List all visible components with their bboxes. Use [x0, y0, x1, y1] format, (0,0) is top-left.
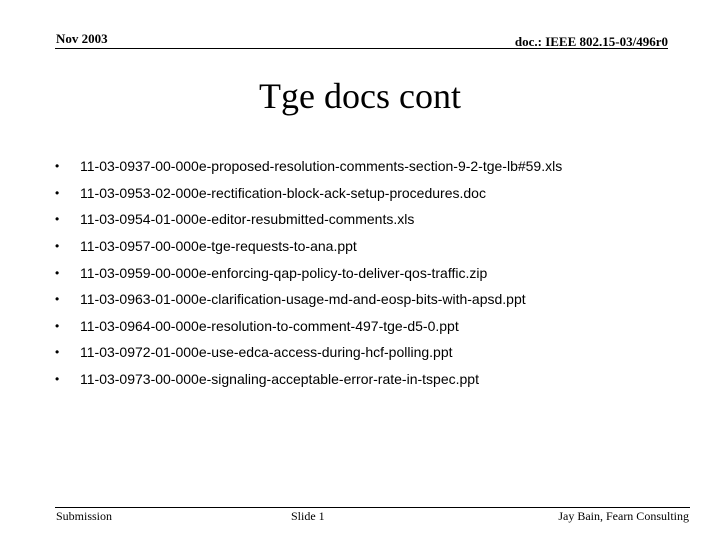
list-item [55, 259, 562, 286]
list-item-text: 11-03-0963-01-000e-clarification-usage-md-and-eosp-bits-with-apsd.ppt [80, 291, 526, 308]
list-item [55, 286, 562, 313]
list-item [55, 366, 562, 393]
bullet-icon: • [55, 239, 60, 254]
list-item [55, 153, 562, 180]
bullet-icon: • [55, 185, 60, 200]
header-divider [55, 48, 668, 49]
bullet-icon: • [55, 292, 60, 307]
bullet-icon: • [55, 345, 60, 360]
footer-divider [55, 507, 690, 508]
list-item-text: 11-03-0957-00-000e-tge-requests-to-ana.ppt [80, 238, 357, 255]
footer-submission: Submission [56, 509, 113, 523]
footer-slide-number: Slide 1 [291, 509, 325, 523]
list-item-text: 11-03-0973-00-000e-signaling-acceptable-error-rate-in-tspec.ppt [80, 371, 479, 388]
list-item [55, 313, 562, 340]
slide-title: Tge docs cont [259, 76, 461, 116]
bullet-list [55, 153, 562, 392]
bullet-icon: • [55, 212, 60, 227]
bullet-icon: • [55, 265, 60, 280]
list-item [55, 339, 562, 366]
bullet-icon: • [55, 372, 60, 387]
list-item [55, 233, 562, 260]
bullet-icon: • [55, 318, 60, 333]
list-item-text: 11-03-0959-00-000e-enforcing-qap-policy-to-deliver-qos-traffic.zip [80, 264, 488, 281]
list-item-text: 11-03-0953-02-000e-rectification-block-ack-setup-procedures.doc [80, 184, 486, 201]
list-item-text: 11-03-0964-00-000e-resolution-to-comment-497-tge-d5-0.ppt [80, 317, 459, 334]
header-date: Nov 2003 [56, 31, 108, 46]
bullet-icon: • [55, 159, 60, 174]
list-item-text: 11-03-0954-01-000e-editor-resubmitted-comments.xls [80, 211, 415, 228]
list-item [55, 206, 562, 233]
list-item-text: 11-03-0937-00-000e-proposed-resolution-comments-section-9-2-tge-lb#59.xls [80, 158, 563, 175]
list-item-text: 11-03-0972-01-000e-use-edca-access-during-hcf-polling.ppt [80, 344, 453, 361]
footer-author: Jay Bain, Fearn Consulting [558, 509, 689, 523]
list-item [55, 180, 562, 207]
header-doc-id: doc.: IEEE 802.15-03/496r0 [514, 34, 668, 49]
